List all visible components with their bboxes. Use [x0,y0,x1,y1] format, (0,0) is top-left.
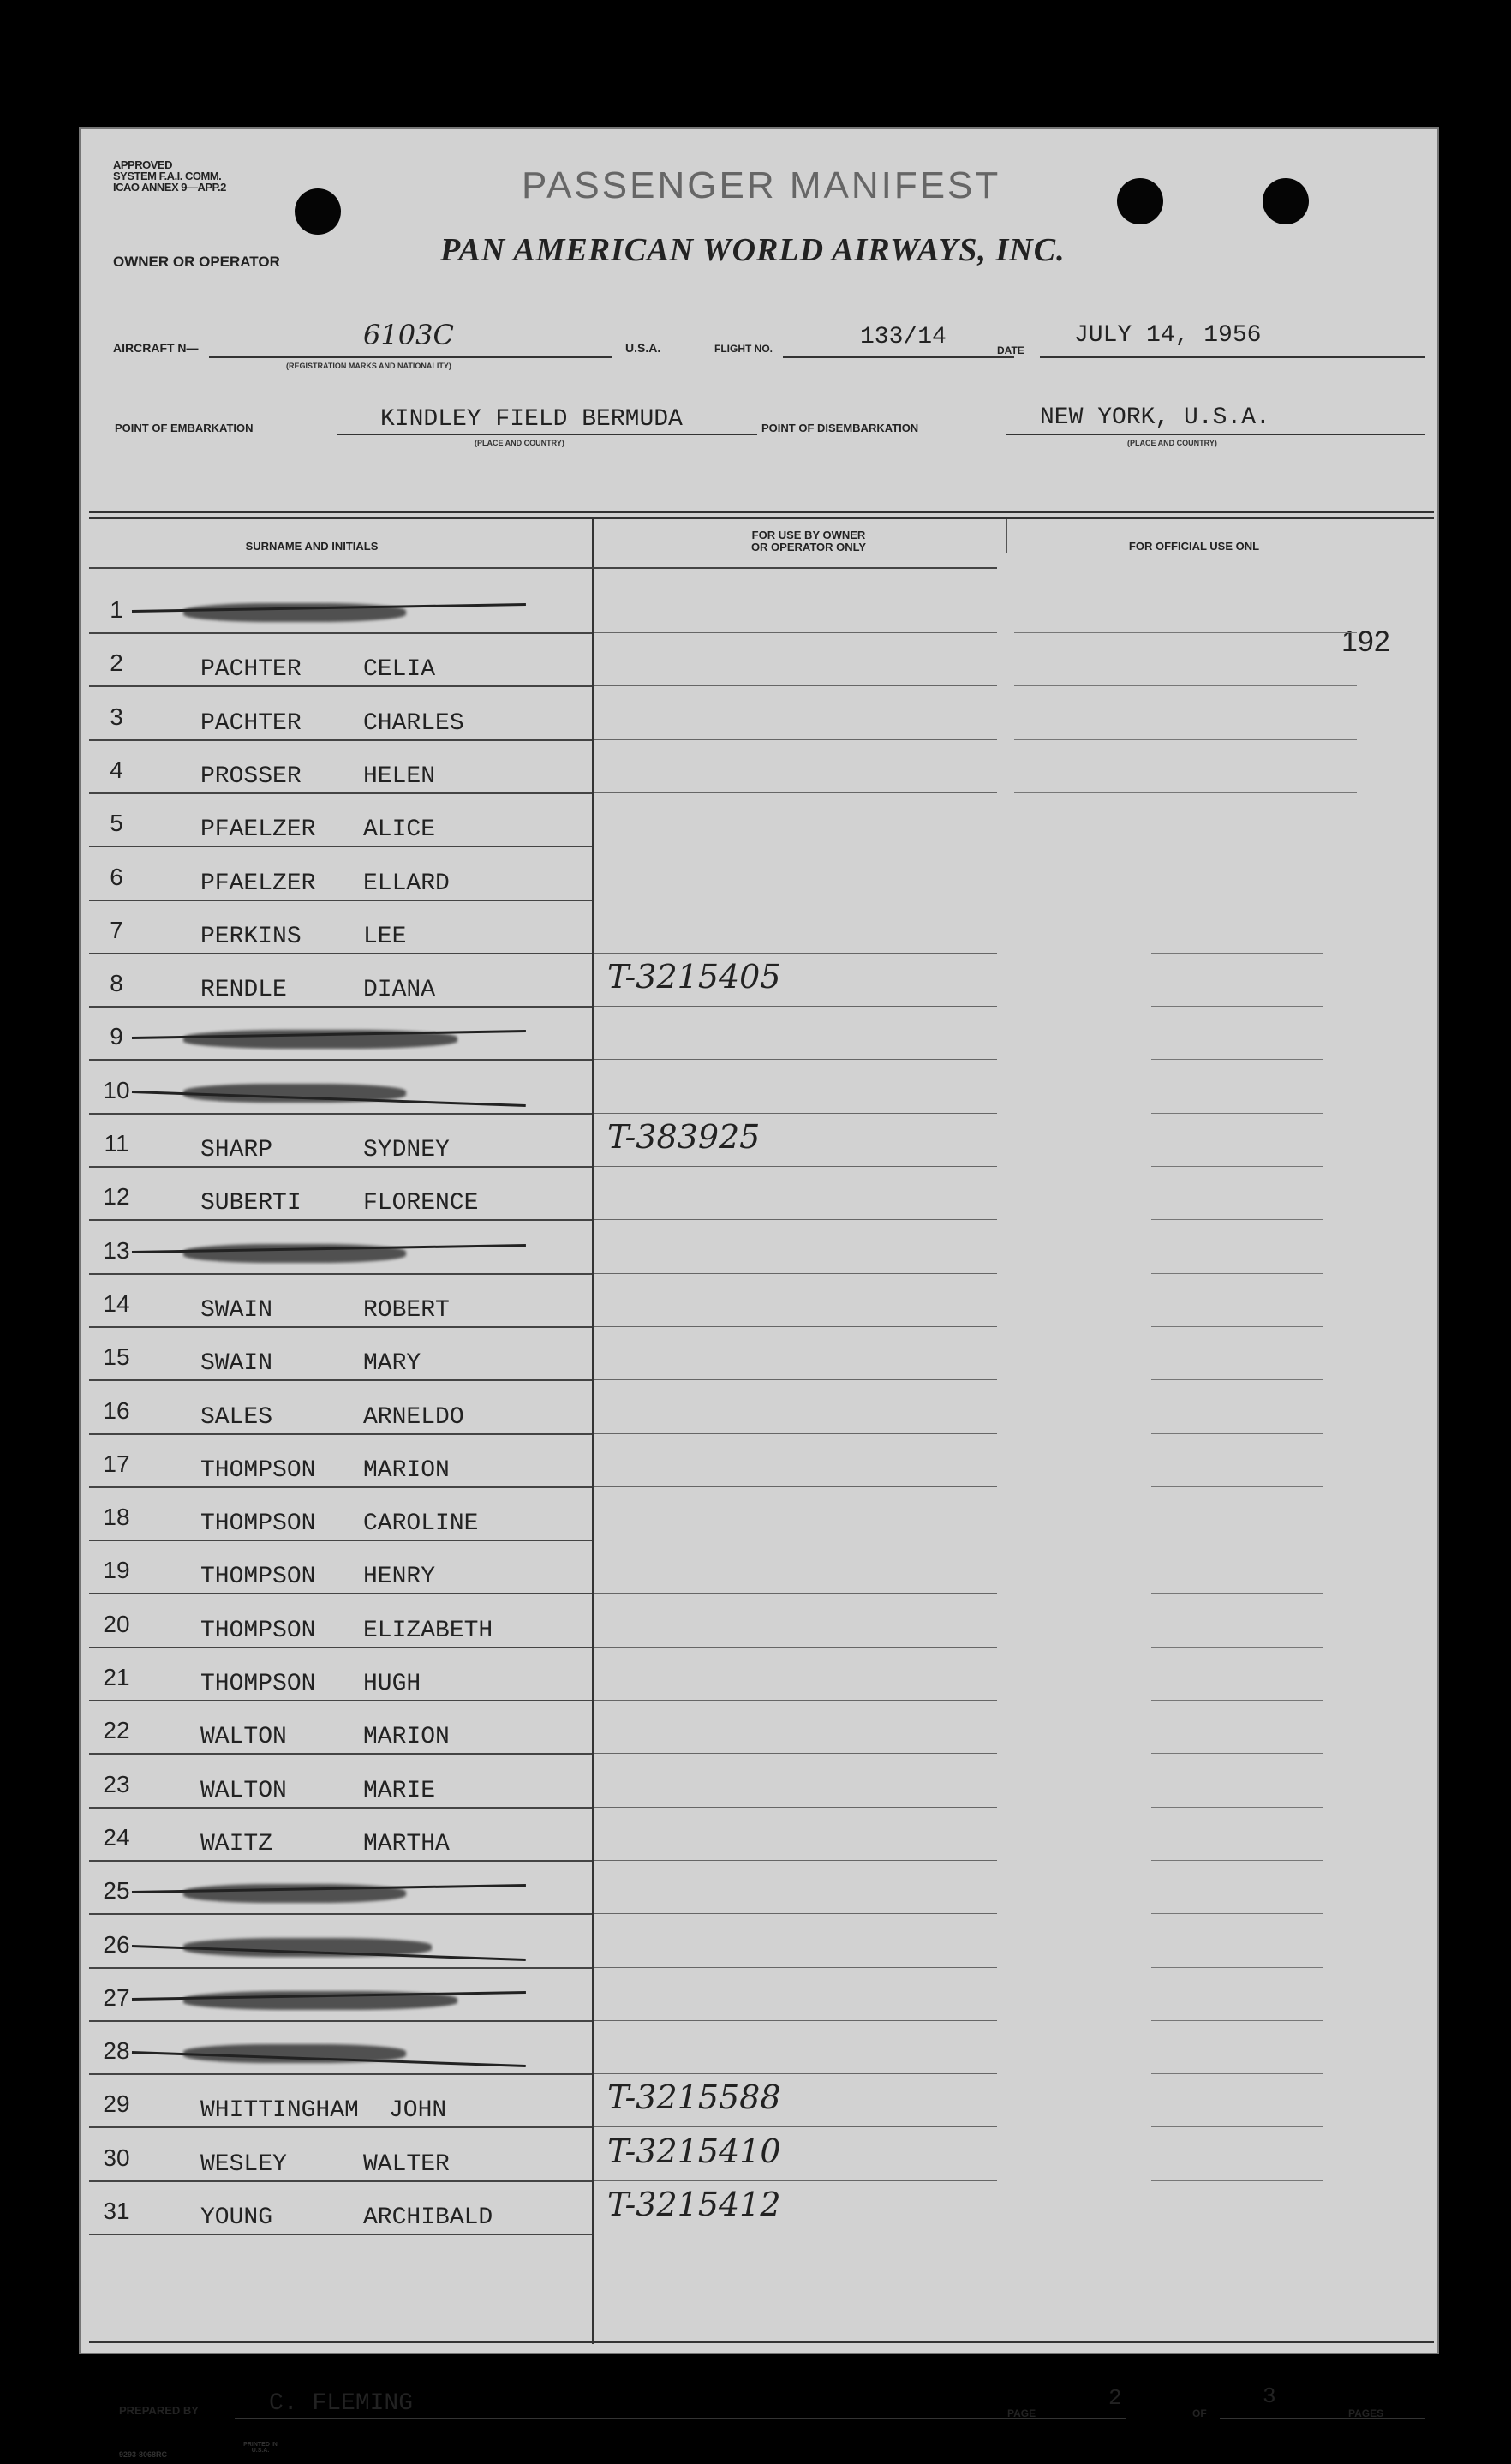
passenger-given-name: FLORENCE [363,1190,479,1217]
row-number: 12 [103,1183,130,1211]
passenger-surname: SHARP [200,1137,273,1163]
row-rule [1014,685,1357,686]
row-number: 4 [110,756,123,783]
passenger-given-name: CAROLINE [363,1510,479,1538]
row-rule [594,2126,997,2127]
manifest-sheet [79,127,1439,2459]
row-rule [89,632,592,634]
row-number: 17 [103,1450,130,1477]
row-rule [594,1807,997,1808]
passenger-surname: PERKINS [200,923,302,950]
form-title: PASSENGER MANIFEST [522,164,1001,206]
row-rule [1151,1113,1323,1114]
passenger-given-name: ARNELDO [363,1403,464,1431]
row-rule [1151,1807,1323,1808]
col-owner-header [680,529,937,553]
passenger-given-name: HUGH [363,1671,421,1697]
row-rule [89,1059,592,1061]
embark-underline [337,434,757,435]
row-rule [89,1647,592,1648]
row-rule [1151,1219,1323,1220]
disembark-value: NEW YORK, U.S.A. [1040,404,1270,431]
passenger-surname: PACHTER [200,656,302,684]
row-number: 15 [103,1343,130,1371]
ticket-number: T-3215588 [607,2078,781,2117]
owner-label: OWNER OR OPERATOR [113,254,280,270]
passenger-surname: YOUNG [200,2204,273,2231]
row-number: 6 [110,863,123,890]
passenger-given-name: HELEN [363,763,436,790]
passenger-given-name: SYDNEY [363,1137,450,1163]
passenger-surname: PROSSER [200,763,302,790]
row-rule [89,1326,592,1328]
row-rule [89,1113,592,1115]
official-number: 192 [1341,625,1390,658]
disembark-sub: (PLACE AND COUNTRY) [1127,439,1217,447]
row-rule [594,2073,997,2074]
row-rule [1151,2180,1323,2181]
passenger-given-name: MARION [363,1724,450,1751]
embark-value: KINDLEY FIELD BERMUDA [380,406,683,433]
embark-label: POINT OF EMBARKATION [115,422,254,434]
row-number: 11 [104,1130,129,1157]
aircraft-value: 6103C [363,319,454,351]
row-rule [1151,1860,1323,1861]
passenger-given-name: MARION [363,1456,450,1484]
row-number: 1 [110,596,123,623]
passenger-surname: THOMPSON [200,1617,316,1644]
ticket-number: T-3215412 [607,2186,781,2223]
row-number: 26 [103,1930,130,1958]
row-number: 9 [110,1023,123,1050]
row-number: 18 [103,1504,130,1531]
passenger-surname: PACHTER [200,709,302,737]
disembark-label: POINT OF DISEMBARKATION [761,422,919,434]
row-rule [89,846,592,847]
page-label: PAGE [1007,2407,1036,2419]
pages-label: PAGES [1348,2407,1384,2419]
punch-hole [1117,178,1163,224]
ticket-number: T-3215410 [607,2132,781,2170]
company-name: PAN AMERICAN WORLD AIRWAYS, INC. [440,232,1066,268]
row-rule [1151,1326,1323,1327]
row-rule [1151,1379,1323,1380]
row-number: 28 [103,2037,130,2065]
passenger-surname: WESLEY [200,2150,287,2178]
passenger-surname: THOMPSON [200,1671,316,1697]
printed-mark: PRINTED IN U.S.A. [243,2442,278,2454]
row-rule [594,1486,997,1487]
of-underline [1220,2418,1425,2419]
col-owner-header-line: OR OPERATOR ONLY [750,541,867,553]
row-rule [1151,1433,1323,1434]
embark-sub: (PLACE AND COUNTRY) [475,439,564,447]
table-bottom-rule [89,2341,1434,2343]
row-rule [89,1913,592,1915]
passenger-surname: THOMPSON [200,1510,316,1538]
passenger-given-name: ROBERT [363,1296,450,1324]
row-rule [89,1807,592,1809]
row-rule [594,1006,997,1007]
passenger-given-name: LEE [363,923,407,950]
flight-value: 133/14 [860,324,947,350]
row-rule [1151,1166,1323,1167]
row-number: 27 [103,1983,130,2011]
row-rule [594,1113,997,1114]
row-rule [89,685,592,687]
ticket-number: T-3215405 [607,958,781,996]
row-number: 5 [110,810,123,837]
ticket-number: T-383925 [607,1118,761,1156]
row-rule [89,2020,592,2022]
row-number: 2 [110,649,123,677]
passenger-surname: SALES [200,1403,273,1431]
row-rule [594,1379,997,1380]
row-rule [89,2073,592,2075]
row-rule [1151,1273,1323,1274]
passenger-given-name: MARIE [363,1777,436,1804]
passenger-surname: RENDLE [200,977,287,1004]
row-number: 25 [103,1877,130,1905]
passenger-given-name: JOHN [389,2097,447,2125]
header-rule [89,567,997,569]
aircraft-underline [209,356,612,358]
row-rule [89,1753,592,1755]
row-number: 14 [103,1289,130,1317]
row-rule [1151,1006,1323,1007]
row-rule [89,739,592,741]
row-rule [1014,632,1357,633]
row-rule [1151,2126,1323,2127]
row-rule [1151,1059,1323,1060]
passenger-surname: THOMPSON [200,1564,316,1591]
row-number: 20 [103,1610,130,1637]
row-number: 29 [103,2090,130,2118]
row-number: 31 [103,2198,130,2224]
date-label: DATE [997,344,1024,356]
row-rule [1014,792,1357,793]
passenger-given-name: CELIA [363,656,436,684]
row-rule [1014,739,1357,740]
row-rule [594,2020,997,2021]
passenger-surname: SUBERTI [200,1190,302,1217]
passenger-given-name: ELLARD [363,870,450,897]
row-rule [89,1166,592,1168]
passenger-surname: WAITZ [200,1830,273,1857]
prepared-value: C. FLEMING [269,2390,414,2417]
row-rule [1151,2073,1323,2074]
row-rule [89,1700,592,1701]
row-rule [89,1967,592,1969]
column-divider [1006,519,1007,553]
row-number: 30 [103,2144,130,2171]
row-rule [89,2126,592,2128]
passenger-given-name: DIANA [363,977,436,1004]
row-number: 8 [110,970,123,997]
row-rule [594,1326,997,1327]
row-rule [594,953,997,954]
row-rule [89,1540,592,1541]
row-rule [1151,1486,1323,1487]
passenger-surname: THOMPSON [200,1456,316,1484]
disembark-underline [1006,434,1425,435]
row-rule [1151,1593,1323,1594]
row-rule [1151,1753,1323,1754]
row-rule [594,1700,997,1701]
date-value: JULY 14, 1956 [1074,322,1262,349]
passenger-given-name: CHARLES [363,709,464,737]
row-number: 22 [103,1717,130,1744]
aircraft-sub: (REGISTRATION MARKS AND NATIONALITY) [286,362,451,370]
row-rule [594,1219,997,1220]
of-label: OF [1192,2407,1207,2419]
row-rule [1151,953,1323,954]
row-rule [594,1166,997,1167]
punch-hole [295,188,341,235]
passenger-given-name: ELIZABETH [363,1617,493,1644]
row-rule [594,1059,997,1060]
row-rule [89,1593,592,1594]
row-rule [1151,1647,1323,1648]
passenger-surname: SWAIN [200,1350,273,1378]
passenger-given-name: WALTER [363,2150,450,2178]
row-number: 13 [103,1236,130,1264]
row-rule [89,1379,592,1381]
row-rule [89,1860,592,1862]
col-surname-header: SURNAME AND INITIALS [245,540,379,553]
col-owner-header-line: FOR USE BY OWNER [751,529,866,541]
row-rule [1151,1967,1323,1968]
row-rule [1151,2020,1323,2021]
of-value: 3 [1263,2383,1276,2409]
passenger-given-name: ALICE [363,816,436,844]
row-number: 3 [110,703,123,730]
row-rule [594,1860,997,1861]
row-rule [89,1219,592,1221]
row-rule [1151,1700,1323,1701]
punch-hole [1263,178,1309,224]
prepared-underline [235,2418,1126,2419]
passenger-given-name: ARCHIBALD [363,2204,493,2231]
row-rule [89,953,592,954]
table-top-rule [89,517,1434,519]
row-rule [594,685,997,686]
row-rule [594,1913,997,1914]
row-rule [594,1433,997,1434]
row-rule [89,1273,592,1275]
row-number: 24 [103,1823,130,1851]
passenger-surname: WHITTINGHAM [200,2097,359,2125]
row-number: 7 [110,916,123,943]
passenger-surname: PFAELZER [200,816,316,844]
row-rule [1151,1913,1323,1914]
row-rule [594,2180,997,2181]
row-rule [89,1433,592,1435]
passenger-given-name: MARY [363,1350,421,1378]
passenger-given-name: MARTHA [363,1830,450,1857]
page-value: 2 [1108,2385,1122,2411]
row-rule [594,1753,997,1754]
passenger-given-name: HENRY [363,1564,436,1591]
row-rule [89,2234,592,2235]
row-rule [594,1967,997,1968]
passenger-surname: SWAIN [200,1296,273,1324]
row-rule [594,739,997,740]
row-rule [594,632,997,633]
date-underline [1040,356,1425,358]
row-number: 21 [103,1664,130,1690]
row-rule [89,1486,592,1488]
usa-label: U.S.A. [625,341,661,355]
approval-line: ICAO ANNEX 9—APP.2 [113,181,226,194]
passenger-surname: PFAELZER [200,870,316,897]
flight-underline [783,356,1014,358]
row-rule [594,792,997,793]
table-top-rule [89,511,1434,513]
approval-line: APPROVED [113,158,172,171]
approval-line: SYSTEM F.A.I. COMM. [113,170,222,182]
row-rule [594,1593,997,1594]
col-official-header: FOR OFFICIAL USE ONL [1128,540,1260,553]
approval-stamp [113,159,226,193]
row-number: 19 [103,1557,130,1584]
flight-label: FLIGHT NO. [714,343,773,355]
row-rule [89,2180,592,2182]
row-rule [594,1273,997,1274]
aircraft-label: AIRCRAFT N— [113,341,199,355]
row-number: 10 [103,1076,130,1103]
row-rule [594,1647,997,1648]
row-rule [89,900,592,901]
passenger-surname: WALTON [200,1724,287,1751]
row-number: 16 [103,1396,130,1424]
prepared-label: PREPARED BY [119,2404,199,2417]
form-code: 9293-8068RC [119,2450,168,2459]
row-rule [89,1006,592,1008]
row-rule [89,792,592,794]
row-number: 23 [103,1770,130,1797]
passenger-surname: WALTON [200,1777,287,1804]
